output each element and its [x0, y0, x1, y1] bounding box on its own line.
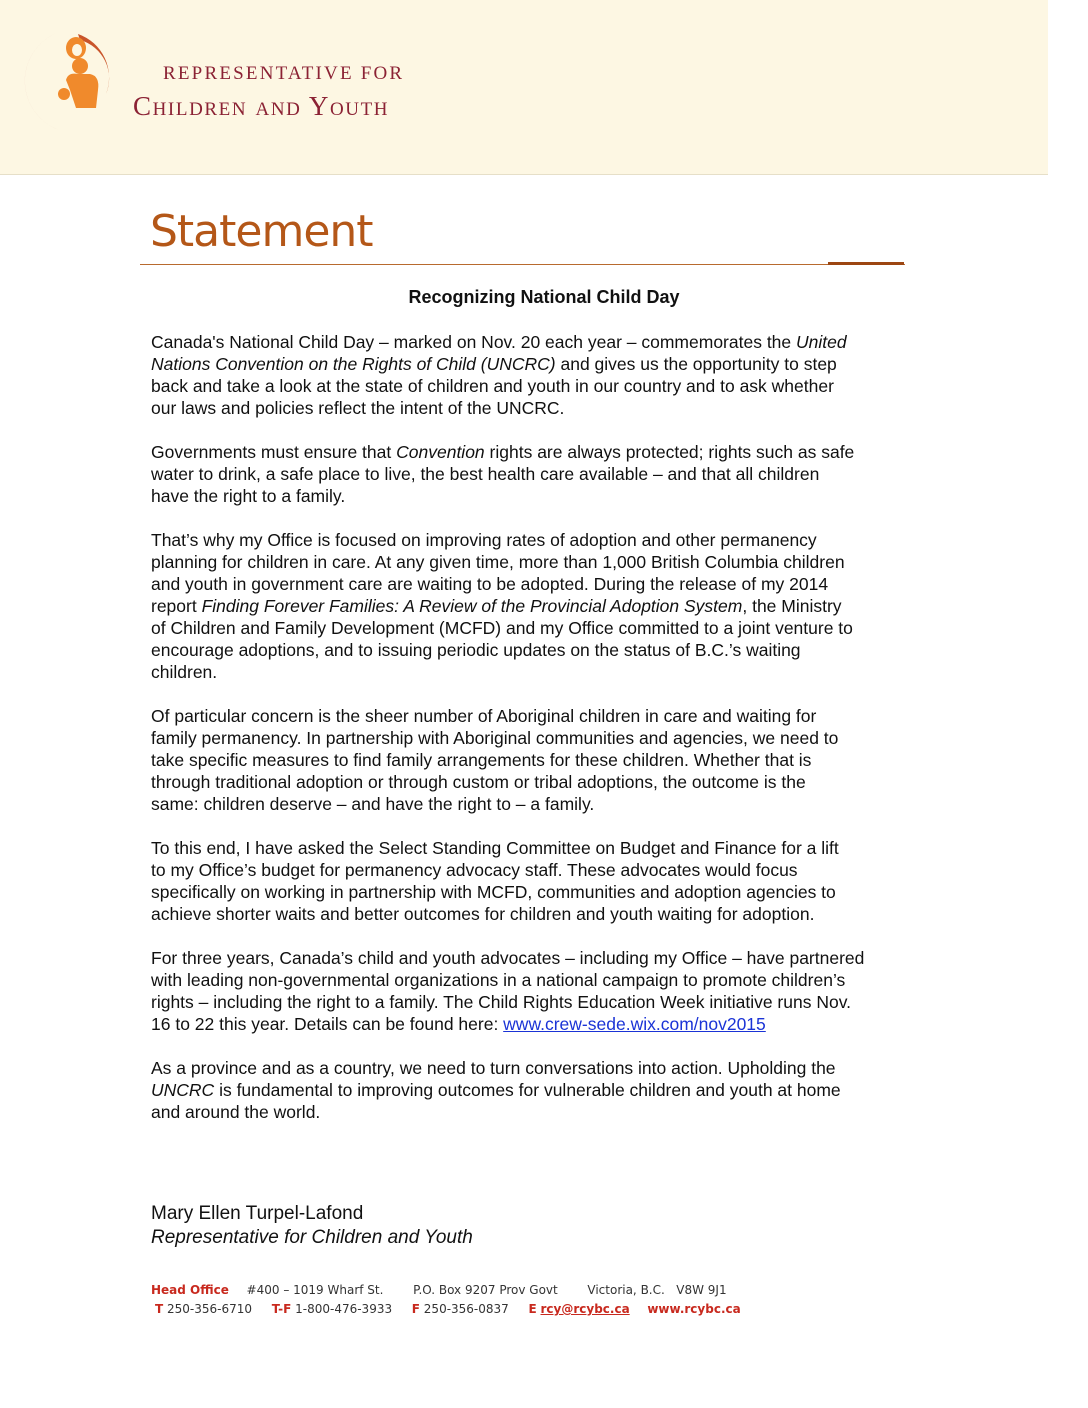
tollfree-label: T-F [271, 1302, 292, 1316]
title-underline-accent [828, 262, 904, 265]
text-span: Canada's National Child Day – marked on Nov. 20 each year – commemorates the [151, 332, 797, 352]
paragraph-2 [151, 441, 951, 507]
text-line: achieve shorter waits and better outcomes for children and youth waiting for adoption. [151, 904, 815, 924]
text-span: is fundamental to improving outcomes for vulnerable children and youth at home [214, 1080, 841, 1100]
signatory-title: Representative for Children and Youth [151, 1227, 473, 1248]
text-line: have the right to a family. [151, 486, 346, 506]
report-title: Finding Forever Families: A Review of the Provincial Adoption System [201, 596, 743, 616]
text-line: and youth in government care are waiting to be adopted. During the release of my 2014 [151, 574, 829, 594]
text-line: back and take a look at the state of children and youth in our country and to ask whether [151, 376, 834, 396]
text-span: and gives us the opportunity to step [555, 354, 837, 374]
text-line: To this end, I have asked the Select Standing Committee on Budget and Finance for a lift [151, 838, 839, 858]
statement-title: Statement [150, 206, 373, 257]
text-line: and around the world. [151, 1102, 321, 1122]
text-line: with leading non-governmental organizations in a national campaign to promote children’s [151, 970, 846, 990]
text-italic: Convention [396, 442, 485, 462]
text-span: rights are always protected; rights such as safe [484, 442, 855, 462]
text-line: That’s why my Office is focused on improving rates of adoption and other permanency [151, 530, 817, 550]
footer-city: Victoria, B.C. V8W 9J1 [587, 1283, 727, 1297]
paragraph-3 [151, 529, 951, 683]
rcy-logo-icon [18, 24, 118, 142]
text-line: take specific measures to find family arrangements for these children. Whether that is [151, 750, 812, 770]
footer-email-link[interactable]: rcy@rcybc.ca [540, 1302, 630, 1316]
text-span: 16 to 22 this year. Details can be found here: [151, 1014, 504, 1034]
text-line: same: children deserve – and have the right to – a family. [151, 794, 595, 814]
paragraph-5 [151, 837, 951, 925]
text-italic: Nations Convention on the Rights of Child (UNCRC) [151, 354, 556, 374]
text-line: water to drink, a safe place to live, the best health care available – and that all children [151, 464, 820, 484]
paragraph-1 [151, 331, 951, 419]
footer-contacts [155, 1302, 741, 1316]
text-line: planning for children in care. At any given time, more than 1,000 British Columbia children [151, 552, 845, 572]
crew-week-link[interactable]: www.crew-sede.wix.com/nov2015 [503, 1014, 766, 1034]
footer-address [151, 1283, 727, 1297]
footer-street: #400 – 1019 Wharf St. [246, 1283, 384, 1297]
text-line: For three years, Canada’s child and youth advocates – including my Office – have partnered [151, 948, 865, 968]
text-italic: United [796, 332, 847, 352]
head-office-label: Head Office [151, 1283, 229, 1297]
text-line: specifically on working in partnership with MCFD, communities and adoption agencies to [151, 882, 836, 902]
text-line: to my Office’s budget for permanency advocacy staff. These advocates would focus [151, 860, 798, 880]
text-line: of Children and Family Development (MCFD) and my Office committed to a joint venture to [151, 618, 853, 638]
signatory-name: Mary Ellen Turpel-Lafond [151, 1203, 364, 1224]
text-line: our laws and policies reflect the intent of the UNCRC. [151, 398, 565, 418]
title-underline [140, 264, 905, 265]
org-name-line1: REPRESENTATIVE FOR [163, 63, 405, 84]
footer-website[interactable]: www.rcybc.ca [647, 1302, 741, 1316]
text-line: Of particular concern is the sheer number of Aboriginal children in care and waiting for [151, 706, 817, 726]
org-name-line2: Children and Youth [133, 91, 390, 121]
email-label: E [528, 1302, 537, 1316]
footer-tollfree: 1-800-476-3933 [295, 1302, 393, 1316]
fax-label: F [411, 1302, 420, 1316]
paragraph-6 [151, 947, 951, 1035]
text-span: report [151, 596, 202, 616]
paragraph-7 [151, 1057, 951, 1123]
statement-body [151, 331, 951, 1145]
text-italic: UNCRC [151, 1080, 215, 1100]
statement-heading: Recognizing National Child Day [408, 287, 680, 307]
text-line: rights – including the right to a family. The Child Rights Education Week initiative runs Nov. [151, 992, 852, 1012]
text-line: family permanency. In partnership with Aboriginal communities and agencies, we need to [151, 728, 839, 748]
letterhead [0, 0, 1048, 175]
text-span: , the Ministry [742, 596, 842, 616]
text-line: As a province and as a country, we need to turn conversations into action. Upholding the [151, 1058, 836, 1078]
tel-label: T [155, 1302, 164, 1316]
paragraph-4 [151, 705, 951, 815]
text-line: children. [151, 662, 218, 682]
text-line: through traditional adoption or through custom or tribal adoptions, the outcome is the [151, 772, 806, 792]
text-line: encourage adoptions, and to issuing periodic updates on the status of B.C.’s waiting [151, 640, 801, 660]
text-span: Governments must ensure that [151, 442, 397, 462]
footer-phone: 250-356-6710 [167, 1302, 253, 1316]
footer-fax: 250-356-0837 [423, 1302, 509, 1316]
footer-po-box: P.O. Box 9207 Prov Govt [413, 1283, 558, 1297]
